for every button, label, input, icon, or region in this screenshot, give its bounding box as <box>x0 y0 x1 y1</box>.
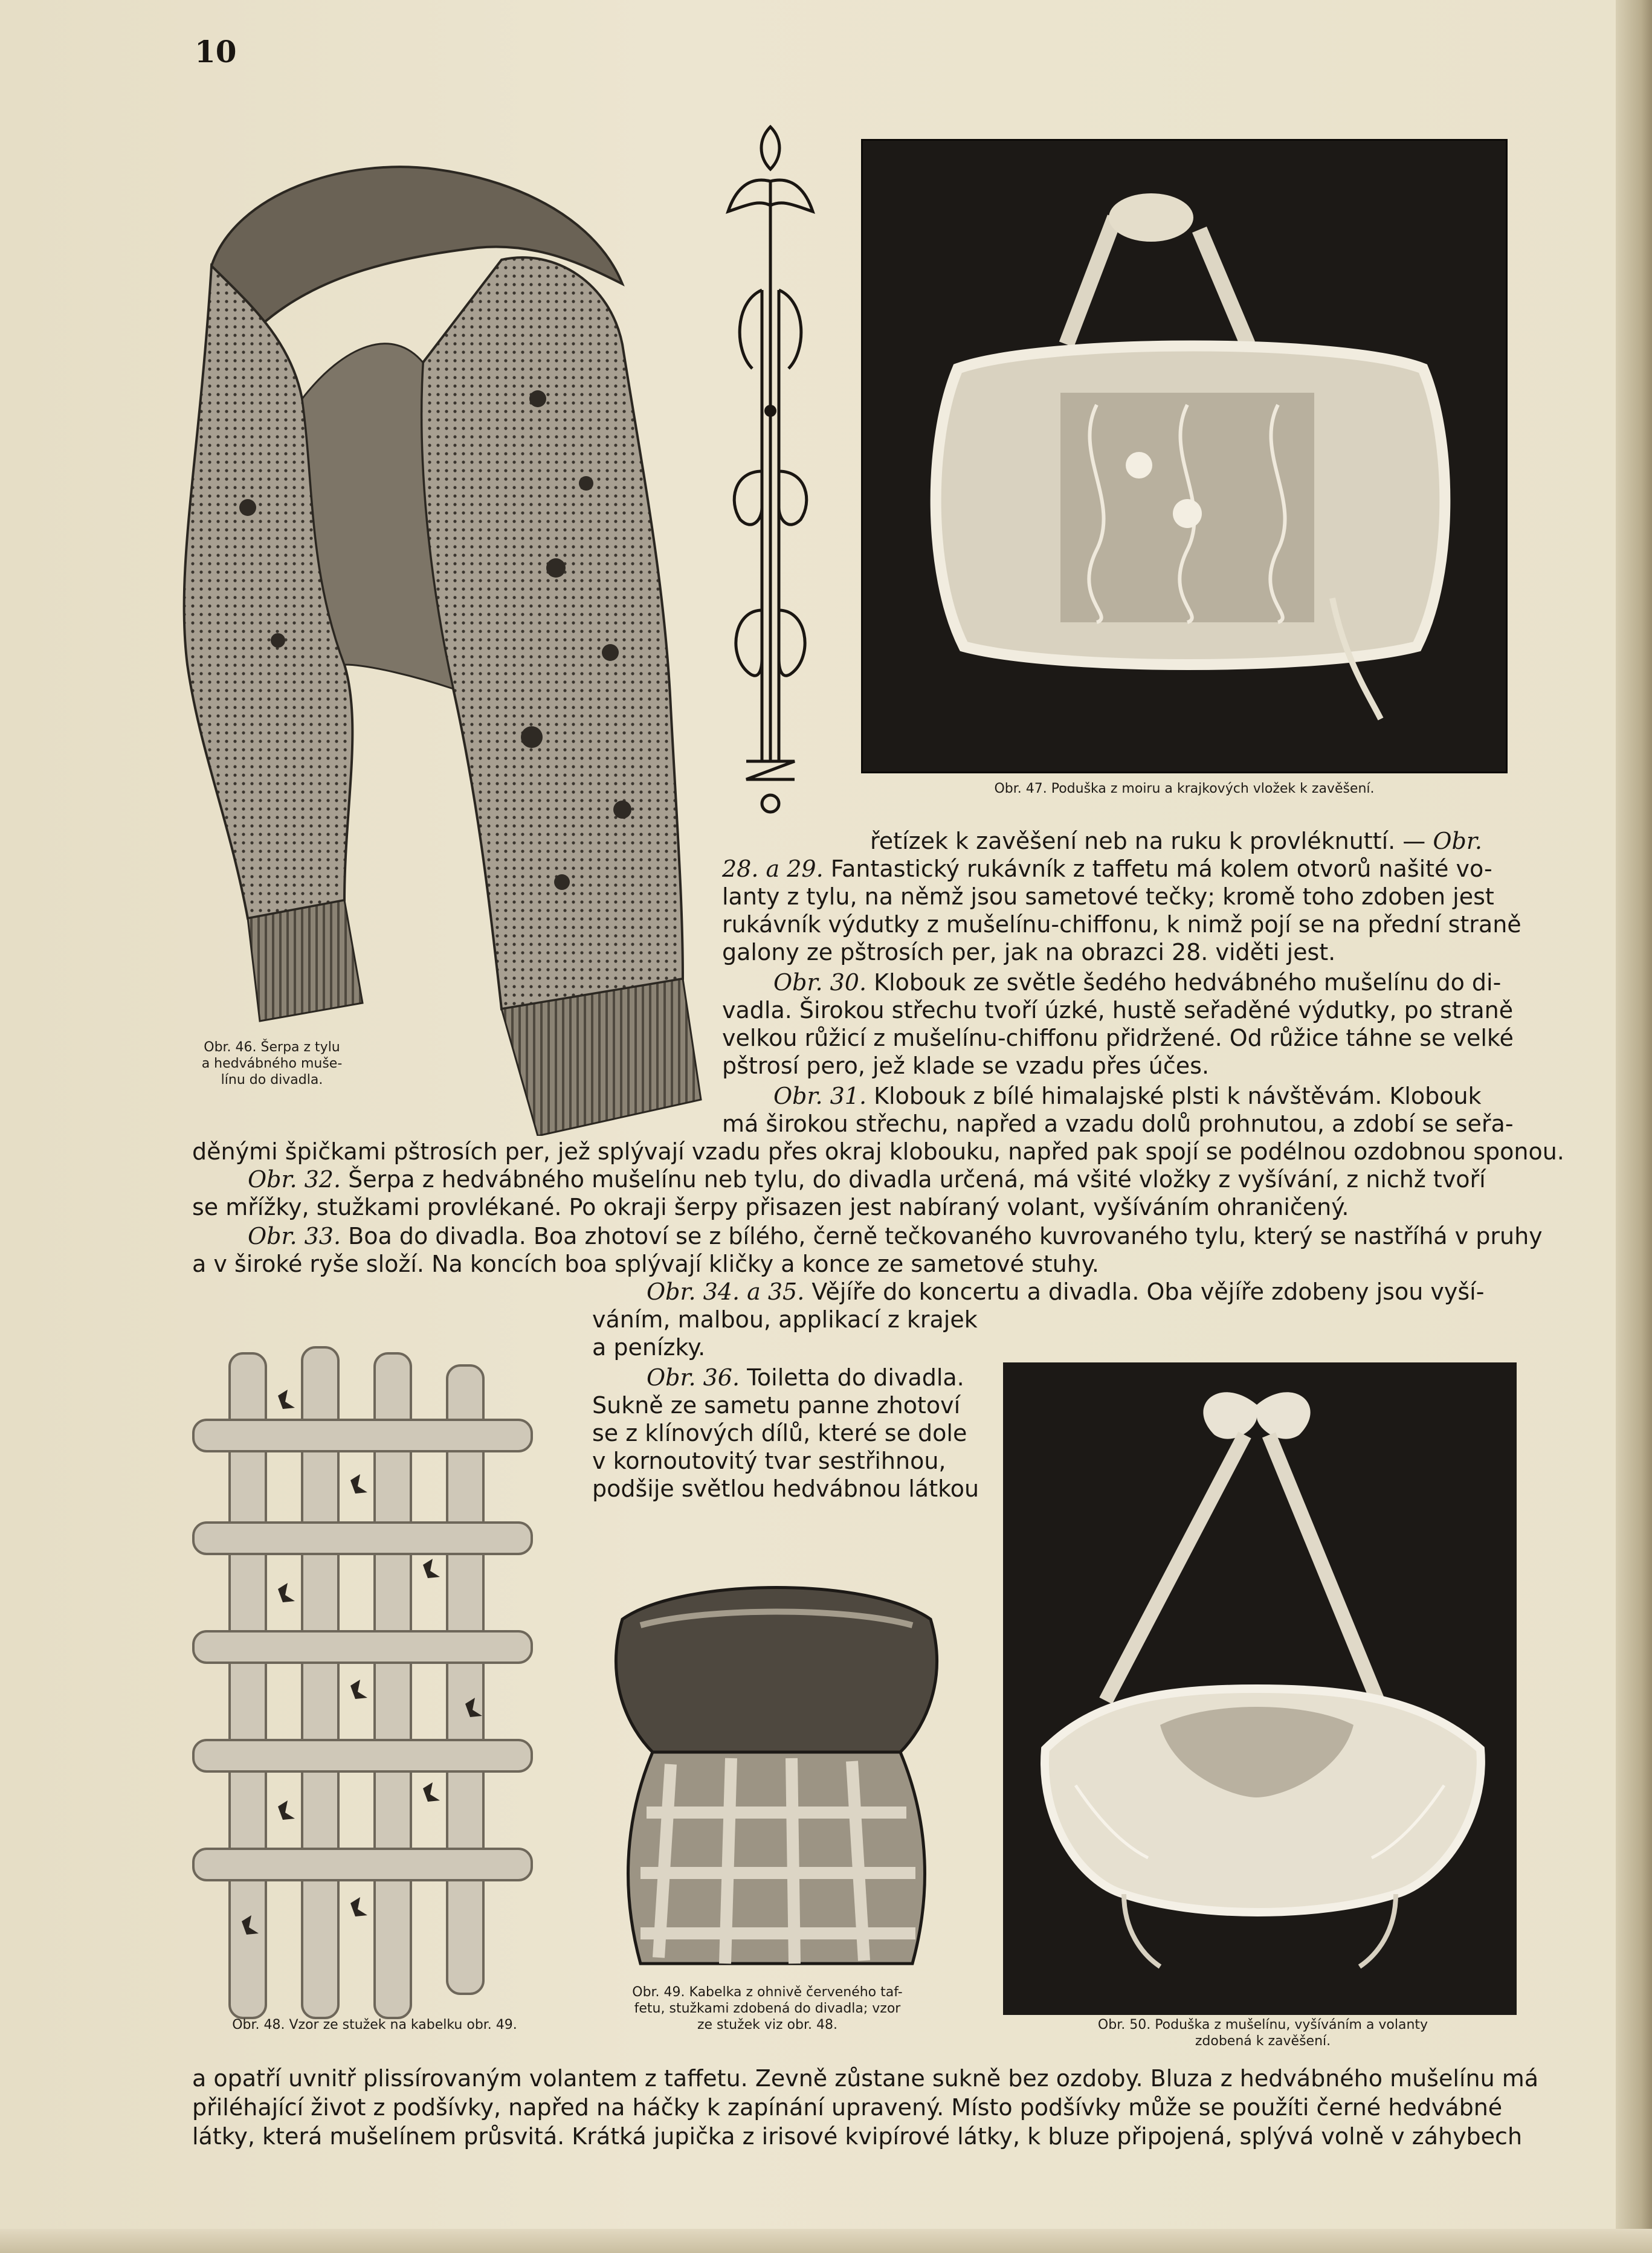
text-line: rukávník výdutky z mušelínu-chiffonu, k nimž pojí se na přední straně <box>722 911 1521 938</box>
caption-obr-49: Obr. 49. Kabelka z ohnivě červeného taf- fetu, stužkami zdobená do divadla; vzor ze stužek viz obr. 48. <box>632 1985 903 2032</box>
text-line: látky, která mušelínem průsvitá. Krátká jupička z irisové kvipírové látky, k bluze připojená, splývá volně v záhybech <box>192 2123 1523 2150</box>
figure-50-hanging-pillow <box>1003 1362 1517 2015</box>
text-line: a v široké ryše složí. Na koncích boa splývají kličky a konce ze sametové stuhy. <box>192 1251 1099 1277</box>
figure-49-bag <box>586 1571 967 1982</box>
text-line: v kornoutovitý tvar sestřihnou, <box>592 1448 946 1474</box>
text-line: galony ze pštrosích per, jak na obrazci 28. viděti jest. <box>722 939 1336 965</box>
text-line: Sukně ze sametu panne zhotoví <box>592 1392 961 1419</box>
text-line: a opatří uvnitř plissírovaným volantem z taffetu. Zevně zůstane sukně bez ozdoby. Bluza z hedvábného mušelínu má <box>192 2065 1539 2092</box>
page-edge-shadow <box>1616 0 1652 2253</box>
text-line: pštrosí pero, jež klade se vzadu přes účes. <box>722 1052 1210 1079</box>
text-line: Obr. 32. Šerpa z hedvábného mušelínu neb tylu, do divadla určená, má všité vložky z vyšívání, z nichž tvoří <box>248 1166 1486 1193</box>
text-line: lanty z tylu, na němž jsou sametové tečky; kromě toho zdoben jest <box>722 883 1494 910</box>
text-line: se mřížky, stužkami provlékané. Po okraji šerpy přisazen jest nabíraný volant, vyšíváním ohraničený. <box>192 1194 1349 1220</box>
caption-obr-48: Obr. 48. Vzor ze stužek na kabelku obr. 49. <box>232 2017 517 2032</box>
caption-obr-46: Obr. 46. Šerpa z tylu a hedvábného muše- línu do divadla. <box>201 1040 343 1088</box>
text-line: váním, malbou, applikací z krajek <box>592 1306 978 1333</box>
text-line: a penízky. <box>592 1334 706 1361</box>
figure-46-shawl <box>163 145 707 1136</box>
text-line: přiléhající život z podšívky, napřed na háčky k zapínání upravený. Místo podšívky může se použíti černé hedvábné <box>192 2094 1503 2121</box>
text-line: řetízek k zavěšení neb na ruku k provléknuttí. — Obr. <box>870 828 1482 854</box>
text-line: se z klínových dílů, které se dole <box>592 1420 967 1446</box>
decorative-ornament <box>710 109 831 834</box>
text-line: vadla. Širokou střechu tvoří úzké, hustě seřaděné výdutky, po straně <box>722 997 1514 1023</box>
figure-48-ribbon-pattern <box>181 1329 556 2030</box>
text-line: Obr. 30. Klobouk ze světle šedého hedvábného mušelínu do di- <box>773 969 1502 996</box>
text-line: Obr. 34. a 35. Vějíře do koncertu a divadla. Oba vějíře zdobeny jsou vyší- <box>647 1278 1485 1305</box>
text-line: Obr. 33. Boa do divadla. Boa zhotoví se z bílého, černě tečkovaného kuvrovaného tylu, který se nastříhá v pruhy <box>248 1223 1543 1249</box>
text-line: děnými špičkami pštrosích per, jež splývají vzadu přes okraj klobouku, napřed pak spojí se podélnou ozdobnou sponou. <box>192 1138 1564 1165</box>
page-bottom-edge <box>0 2229 1652 2253</box>
text-line: velkou růžicí z mušelínu-chiffonu přidržené. Od růžice táhne se velké <box>722 1025 1514 1051</box>
caption-obr-47: Obr. 47. Poduška z moiru a krajkových vložek k zavěšení. <box>994 781 1375 796</box>
page-number: 10 <box>195 34 237 69</box>
text-line: podšije světlou hedvábnou látkou <box>592 1475 979 1502</box>
caption-obr-50: Obr. 50. Poduška z mušelínu, vyšíváním a volanty zdobená k zavěšení. <box>1097 2017 1428 2049</box>
text-line: Obr. 31. Klobouk z bílé himalajské plsti k návštěvám. Klobouk <box>773 1083 1482 1109</box>
figure-47-pillow <box>861 139 1508 773</box>
text-line: Obr. 36. Toiletta do divadla. <box>647 1364 964 1391</box>
text-line: má širokou střechu, napřed a vzadu dolů prohnutou, a zdobí se seřa- <box>722 1110 1514 1137</box>
text-line: 28. a 29. Fantastický rukávník z taffetu má kolem otvorů našité vo- <box>722 856 1492 882</box>
